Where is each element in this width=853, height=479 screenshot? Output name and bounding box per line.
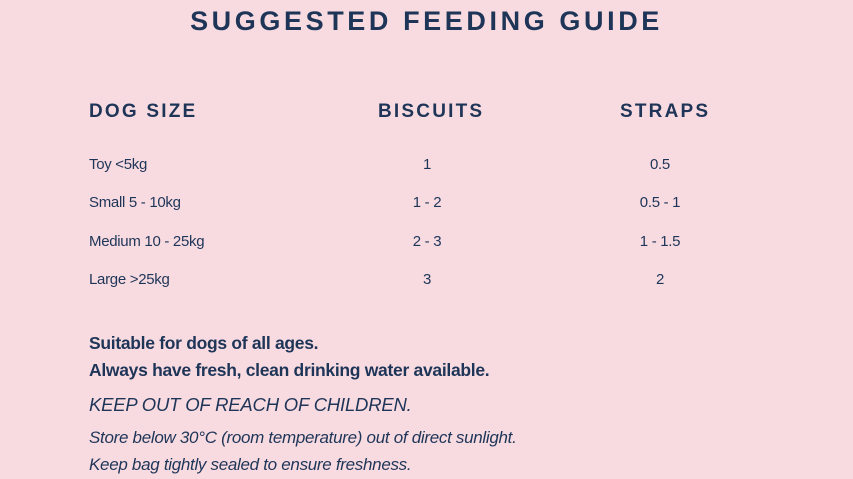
table-row bbox=[89, 153, 789, 177]
cell-dog-size: Toy <5kg bbox=[89, 156, 148, 173]
cell-dog-size: Medium 10 - 25kg bbox=[89, 233, 205, 250]
cell-straps: 0.5 bbox=[650, 156, 670, 173]
feeding-notes bbox=[89, 330, 809, 478]
note-suitable-all-ages: Suitable for dogs of all ages. bbox=[89, 333, 319, 353]
cell-dog-size: Large >25kg bbox=[89, 271, 170, 288]
column-header-biscuits: BISCUITS bbox=[378, 101, 485, 122]
column-header-straps: STRAPS bbox=[620, 101, 711, 122]
cell-straps: 1 - 1.5 bbox=[639, 233, 681, 250]
table-row bbox=[89, 191, 789, 215]
cell-biscuits: 1 bbox=[422, 156, 432, 173]
cell-biscuits: 2 - 3 bbox=[412, 233, 442, 250]
storage-temperature: Store below 30°C (room temperature) out of direct sunlight. bbox=[89, 428, 517, 447]
cell-dog-size: Small 5 - 10kg bbox=[89, 194, 181, 211]
cell-straps: 0.5 - 1 bbox=[639, 194, 681, 211]
cell-straps: 2 bbox=[655, 271, 665, 288]
note-fresh-water: Always have fresh, clean drinking water available. bbox=[89, 360, 490, 380]
column-header-dog-size: DOG SIZE bbox=[89, 101, 198, 122]
table-row bbox=[89, 230, 789, 254]
storage-sealed: Keep bag tightly sealed to ensure freshness. bbox=[89, 455, 412, 474]
page-title: SUGGESTED FEEDING GUIDE bbox=[190, 6, 663, 36]
warning-children: KEEP OUT OF REACH OF CHILDREN. bbox=[89, 394, 412, 415]
table-row bbox=[89, 268, 789, 292]
cell-biscuits: 1 - 2 bbox=[412, 194, 442, 211]
cell-biscuits: 3 bbox=[422, 271, 432, 288]
